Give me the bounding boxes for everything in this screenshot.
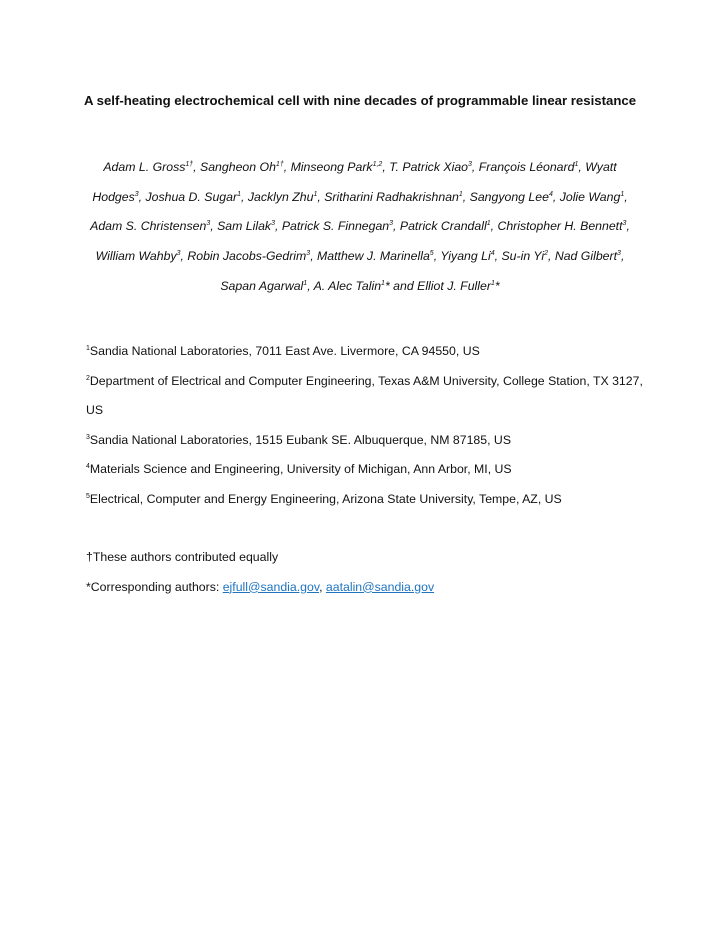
author-name [555, 249, 621, 263]
affiliation-text: Electrical, Computer and Energy Engineering, Arizona State University, Tempe, AZ, US [89, 491, 562, 506]
email-link-aatalin[interactable]: aatalin@sandia.gov [325, 579, 435, 594]
affiliation-number: 2 [86, 374, 90, 382]
corresponding-marker: * [384, 278, 390, 293]
author-name-text: Sritharini Radhakrishnan [324, 189, 459, 204]
equal-contribution-note: †These authors contributed equally [86, 550, 279, 564]
author-affiliation-marker: 1 [620, 190, 625, 198]
author-name [400, 219, 491, 233]
author-affiliation-marker: 1 [574, 161, 579, 168]
author-name-text: Joshua D. Sugar [145, 189, 238, 204]
author-affiliation-marker: 3 [271, 220, 275, 228]
footnotes [86, 543, 646, 602]
author-name [90, 219, 210, 233]
affiliation-list [86, 337, 646, 515]
author-name-text: Nad Gilbert [554, 249, 618, 264]
affiliation-text: Sandia National Laboratories, 7011 East Ave. Livermore, CA 94550, US [89, 344, 480, 358]
author-name [220, 279, 307, 293]
author-affiliation-marker: 4 [490, 250, 495, 258]
author-affiliation-marker: 1,2 [372, 161, 383, 168]
author-name [560, 190, 625, 204]
corresponding-authors-note [86, 573, 646, 603]
affiliation-item [86, 426, 646, 456]
author-name-text: Patrick Crandall [399, 219, 487, 234]
author-name-text: Sapan Agarwal [220, 278, 304, 293]
affiliation-text: Materials Science and Engineering, University of Michigan, Ann Arbor, MI, US [89, 462, 512, 477]
email-separator: , [319, 579, 326, 594]
author-conjunction: and [393, 278, 414, 293]
author-name [217, 219, 275, 233]
affiliation-number: 5 [86, 492, 90, 500]
affiliation-text: Department of Electrical and Computer Engineering, Texas A&M University, College Station, TX 3127, US [86, 373, 643, 418]
author-list: Adam L. Gross$^{1\dagger}$, Sangheon $Oh^{1\dagger}$, Minseong Park$^{1,2}$, T. Patrick Xiao$^3$, François Léonard$^1$, Wyatt Hodges$^3$, Joshua D. Sugar$^1$, Jacklyn Zhu$^1$, Sritharini Radhakrishnan$^1$, Sangyong Lee$^4$, Jolie Wang$^1$, Adam S. Christensen$^3$, Sam Lilak$^3$, Patrick S. Finnegan$^3$, Patrick Crandall$^1$, Christopher H. Bennett$^3$, William Wahby$^3$, Robin Jacobs-Gedrim$^3$, Matthew J. Marinella$^5$, Yiyang Li$^4$, Su-in Yi$^2$, Nad Gilbert$^3$, Sapan Agarwal$^1$, A. Alec Talin$^1$* and Elliot J. Fuller$^1$* [90, 160, 630, 293]
author-name-text: Su-in Yi [501, 249, 545, 264]
affiliation-item [86, 485, 646, 515]
author-name-text: Wyatt Hodges [92, 160, 617, 204]
author-name-text: Adam S. Christensen [90, 219, 207, 234]
author-affiliation-marker: 1 [490, 279, 495, 287]
author-name-text: Jolie Wang [559, 189, 621, 204]
author-affiliation-marker: 3 [389, 220, 394, 228]
author-name [470, 190, 553, 204]
author-affiliation-marker: 3 [176, 250, 181, 258]
author-name-text: Patrick S. Finnegan [281, 219, 390, 234]
author-name-text: Yiyang Li [440, 249, 491, 264]
author-name [501, 249, 548, 263]
author-name [248, 190, 318, 204]
author-name [497, 219, 626, 233]
email-link-ejfull[interactable]: ejfull@sandia.gov [222, 579, 320, 594]
paper-title: A self-heating electrochemical cell with nine decades of programmable linear resistance [83, 93, 637, 108]
author-affiliation-marker: 1 [381, 279, 385, 287]
author-affiliation-marker: 3 [306, 250, 311, 258]
affiliation-number: 1 [86, 345, 90, 352]
author-name [282, 219, 393, 233]
author-affiliation-marker: 3 [617, 250, 621, 258]
author-name-text: A. Alec Talin [313, 278, 382, 293]
author-name-text: Jacklyn Zhu [247, 189, 314, 204]
author-name-text: Christopher H. Bennett [497, 219, 623, 234]
author-affiliation-marker: 2 [544, 250, 548, 258]
affiliation-item [86, 367, 646, 426]
author-name [317, 249, 434, 263]
author-name-text: Sangheon Oh [200, 160, 276, 174]
author-name-text: François Léonard [478, 160, 575, 174]
author-name [314, 279, 390, 293]
corresponding-marker: * [494, 278, 500, 293]
author-name-text: Robin Jacobs-Gedrim [187, 249, 307, 264]
author-name-text: T. Patrick Xiao [389, 160, 468, 174]
affiliation-item [86, 337, 646, 367]
author-name [440, 249, 494, 263]
author-name [324, 190, 463, 204]
author-name [200, 160, 284, 174]
affiliation-item [86, 455, 646, 485]
author-name-text: Adam L. Gross [103, 160, 186, 174]
author-affiliation-marker: 3 [134, 190, 139, 198]
affiliation-number: 4 [86, 463, 90, 471]
author-affiliation-marker: 3 [206, 220, 211, 228]
author-name [417, 279, 500, 293]
author-affiliation-marker: 3 [622, 220, 627, 228]
author-name-text: Matthew J. Marinella [317, 249, 430, 264]
author-affiliation-marker: 1† [185, 161, 194, 168]
author-name [291, 160, 383, 174]
author-name-text: Elliot J. Fuller [417, 278, 491, 293]
author-affiliation-marker: 1 [237, 190, 241, 198]
author-affiliation-marker: 1 [486, 220, 491, 228]
author-affiliation-marker: 1 [313, 190, 318, 198]
author-name [103, 160, 193, 174]
author-name [479, 160, 579, 174]
author-name [389, 160, 472, 174]
author-name-text: Minseong Park [290, 160, 373, 174]
author-name [145, 190, 241, 204]
author-affiliation-marker: 1† [275, 161, 284, 168]
corresponding-label: *Corresponding authors: [86, 579, 223, 594]
author-affiliation-marker: 5 [429, 250, 434, 258]
author-name-text: William Wahby [95, 249, 177, 264]
author-name-text: Sangyong Lee [469, 189, 549, 204]
author-name [96, 249, 181, 263]
affiliation-text: Sandia National Laboratories, 1515 Eubank SE. Albuquerque, NM 87185, US [89, 432, 512, 447]
author-affiliation-marker: 4 [548, 190, 553, 198]
author-name [187, 249, 310, 263]
author-affiliation-marker: 1 [303, 279, 308, 287]
author-name-text: Sam Lilak [217, 219, 272, 234]
affiliation-number: 3 [86, 433, 90, 441]
author-affiliation-marker: 3 [468, 161, 472, 168]
author-affiliation-marker: 1 [458, 190, 463, 198]
